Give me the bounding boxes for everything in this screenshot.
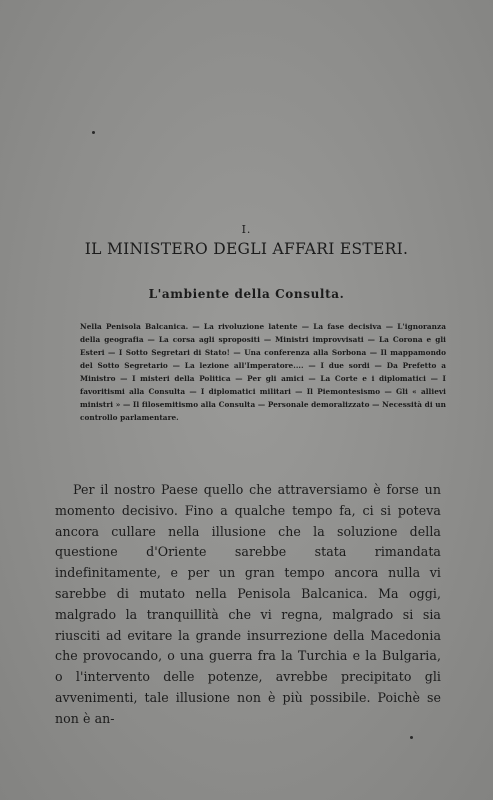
- page-speck: [410, 736, 413, 739]
- chapter-summary: [60, 320, 446, 424]
- section-title: L'ambiente della Consulta.: [148, 287, 345, 301]
- body-paragraph: Per il nostro Paese quello che attraversiamo è forse un momento decisivo. Fino a qualche tempo fa, ci si poteva ancora cullare nella illusione che la soluzione della questione d'Oriente sarebbe stata rimandata indefinitamente, e per un gran tempo ancora nulla vi sarebbe di mutato nella Penisola Balcanica. Ma oggi, malgrado la tranquillità che vi regna, malgrado si sia riusciti ad evitare la grande insurrezione della Macedonia che provocando, o una guerra fra la Turchia e la Bulgaria, o l'intervento delle potenze, avrebbe precipitato gli avvenimenti, tale illusione non è più possibile. Poichè se non è an-: [55, 482, 441, 726]
- summary-text: Nella Penisola Balcanica. — La rivoluzione latente — La fase decisiva — L'ignoranza della geografia — La corsa agli spropositi — Ministri improvvisati — La Corona e gli Esteri — I Sotto Segretari di Stato! — Una conferenza alla Sorbona — Il mappamondo del Sotto Segretario — La lezione all'Imperatore.... — I due sordi — Da Prefetto a Ministro — I misteri della Politica — Per gli amici — La Corte e i diplomatici — I favoritismi alla Consulta — I diplomatici militari — Il Piemontesismo — Gli « allievi ministri » — Il filosemitismo alla Consulta — Personale demoralizzato — Necessità di un controllo parlamentare.: [80, 322, 446, 422]
- page-speck: [92, 131, 95, 134]
- chapter-title: IL MINISTERO DEGLI AFFARI ESTERI.: [84, 240, 409, 258]
- chapter-number: I.: [241, 223, 252, 236]
